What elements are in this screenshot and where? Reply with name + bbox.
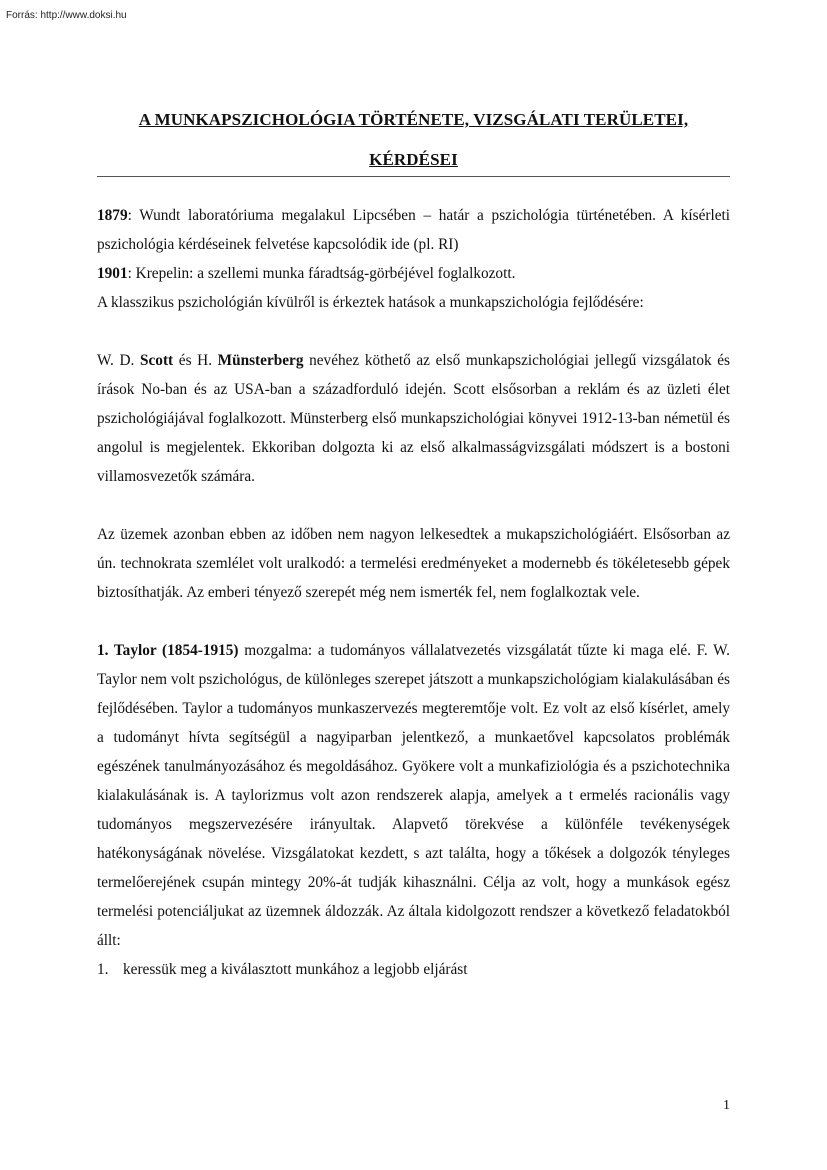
text-1901: : Krepelin: a szellemi munka fáradtság-görbéjével foglalkozott. [127,265,516,282]
list-number: 1. [97,961,109,978]
paragraph-factories: Az üzemek azonban ebben az időben nem nagyon lelkesedtek a mukapszichológiáért. Elsősorban az ún. technokrata szemlélet volt uralkodó: a termelési eredményeket a modernebb és tökéletesebb gépek biztosíthatják. Az emberi tényező szerepét még nem ismerték fel, nem foglalkoztak vele. [97,526,730,601]
list-text: keressük meg a kiválasztott munkához a legjobb eljárást [123,961,468,978]
title-line-1: A MUNKAPSZICHOLÓGIA TÖRTÉNETE, VIZSGÁLATI TERÜLETEI, [138,110,689,129]
source-header: Forrás: http://www.doksi.hu [6,10,127,21]
title-line-2: KÉRDÉSEI [369,150,458,169]
scott-text-2: és H. [173,352,218,369]
spacer [97,607,730,636]
text-1879: : Wundt laboratóriuma megalakul Lipcsében – határ a pszichológia türténetében. A kísérleti pszichológia kérdéseinek felvetése kapcsolódik ide (pl. RI) [97,207,730,253]
document-title [97,100,730,180]
document-body [97,201,730,984]
taylor-heading: 1. Taylor (1854-1915) [97,642,239,659]
list-item [97,955,730,984]
munsterberg-name: Münsterberg [217,352,304,369]
scott-name: Scott [140,352,174,369]
paragraph-scott [97,346,730,491]
year-1901: 1901 [97,265,128,282]
year-1879: 1879 [97,207,128,224]
spacer [97,317,730,346]
paragraph-1879 [97,201,730,259]
taylor-text: mozgalma: a tudományos vállalatvezetés vizsgálatát tűzte ki maga elé. F. W. Taylor nem volt pszichológus, de különleges szerepet játszott a munkapszichológiam kialakulásában és fejlődésében. Taylor a tudományos munkaszervezés megteremtője volt. Ez volt az első kísérlet, amely a tudományt hívta segítségül a nagyiparban jelentkező, a munkaetővel kapcsolatos problémák egészének tanulmányozásához és megoldásához. Gyökere volt a munkafiziológia és a pszichotechnika kialakulásának is. A taylorizmus volt azon rendszerek alapja, amelyek a t ermelés racionális vagy tudományos megszervezésére irányultak. Alapvető törekvése a különféle tevékenységek hatékonyságának növelése. Vizsgálatokat kezdett, s azt találta, hogy a tőkések a dolgozók tényleges termelőerejének csupán mintegy 20%-át tudják kihasználni. Célja az volt, hogy a munkások egész termelési potenciáljukat az üzemnek áldozzák. Az általa kidolgozott rendszer a következő feladatokból állt: [97,642,730,949]
paragraph-taylor [97,636,730,955]
scott-text-1: W. D. [97,352,140,369]
paragraph-classical: A klasszikus pszichológián kívülről is érkeztek hatások a munkapszichológia fejlődésére: [97,294,644,311]
spacer [97,491,730,520]
paragraph-1901 [97,259,730,288]
scott-text-3: nevéhez köthető az első munkapszichológiai jellegű vizsgálatok és írások No-ban és az USA-ban a századforduló idején. Scott elsősorban a reklám és az üzleti élet pszichológiájával foglalkozott. Münsterberg első munkapszichológiai könyvei 1912-13-ban németül és angolul is megjelentek. Ekkoriban dolgozta ki az első alkalmasságvizsgálati módszert is a bostoni villamosvezetők számára. [97,352,730,485]
title-divider [97,176,730,177]
page-number: 1 [723,1098,730,1113]
